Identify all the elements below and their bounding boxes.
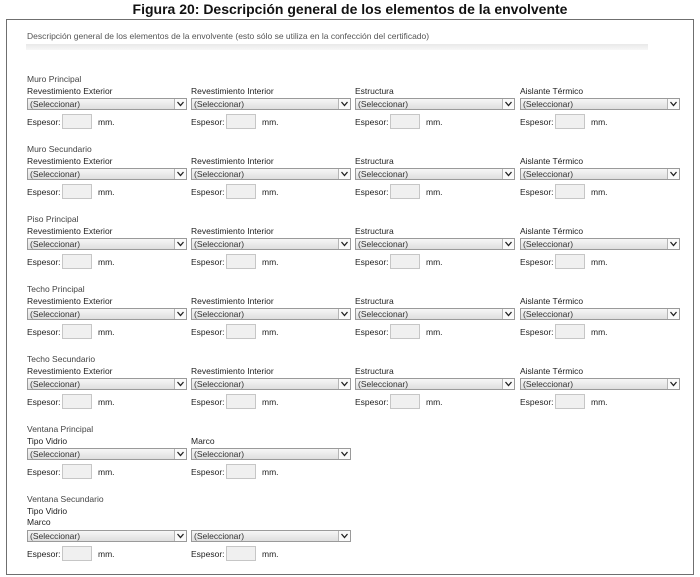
dropdown-arrow-button[interactable] bbox=[502, 379, 514, 389]
dropdown-arrow-button[interactable] bbox=[174, 531, 186, 541]
dropdown-value: (Seleccionar) bbox=[194, 169, 245, 179]
thickness-row bbox=[520, 394, 680, 410]
thickness-row bbox=[520, 324, 680, 340]
thickness-label: Espesor: bbox=[355, 117, 389, 127]
thickness-row bbox=[191, 464, 351, 480]
dropdown-value: (Seleccionar) bbox=[358, 169, 409, 179]
dropdown-value: (Seleccionar) bbox=[30, 379, 81, 389]
dropdown-value: (Seleccionar) bbox=[194, 531, 245, 541]
field-label: Revestimiento Interior bbox=[191, 156, 274, 166]
dropdown-select[interactable] bbox=[191, 168, 351, 180]
field-label: Aislante Térmico bbox=[520, 156, 584, 166]
dropdown-value: (Seleccionar) bbox=[30, 449, 81, 459]
dropdown-arrow-button[interactable] bbox=[174, 169, 186, 179]
chevron-down-icon bbox=[177, 451, 184, 457]
dropdown-select[interactable] bbox=[520, 308, 680, 320]
field-label: Aislante Térmico bbox=[520, 226, 584, 236]
field-label: Revestimiento Exterior bbox=[27, 296, 113, 306]
thickness-input[interactable] bbox=[390, 324, 420, 339]
field-label: Estructura bbox=[355, 366, 394, 376]
field-label: Marco bbox=[191, 436, 215, 446]
unit-label: mm. bbox=[591, 257, 608, 267]
envelope-form bbox=[6, 19, 694, 575]
thickness-input[interactable] bbox=[226, 254, 256, 269]
chevron-down-icon bbox=[505, 381, 512, 387]
section-title: Techo Secundario bbox=[27, 354, 96, 364]
chevron-down-icon bbox=[177, 241, 184, 247]
thickness-label: Espesor: bbox=[355, 257, 389, 267]
field-label: Marco bbox=[27, 517, 51, 527]
field-label: Estructura bbox=[355, 296, 394, 306]
section-techo-secundario bbox=[27, 354, 687, 420]
thickness-input[interactable] bbox=[390, 254, 420, 269]
thickness-label: Espesor: bbox=[355, 187, 389, 197]
thickness-input[interactable] bbox=[226, 114, 256, 129]
thickness-row bbox=[27, 184, 187, 200]
thickness-input[interactable] bbox=[226, 184, 256, 199]
thickness-input[interactable] bbox=[555, 394, 585, 409]
dropdown-arrow-button[interactable] bbox=[338, 379, 350, 389]
field-label: Revestimiento Interior bbox=[191, 296, 274, 306]
field-label: Aislante Térmico bbox=[520, 366, 584, 376]
chevron-down-icon bbox=[341, 101, 348, 107]
field-label: Revestimiento Interior bbox=[191, 86, 274, 96]
field-label: Estructura bbox=[355, 156, 394, 166]
chevron-down-icon bbox=[177, 533, 184, 539]
thickness-label: Espesor: bbox=[520, 327, 554, 337]
thickness-row bbox=[191, 254, 351, 270]
dropdown-select[interactable] bbox=[355, 98, 515, 110]
dropdown-value: (Seleccionar) bbox=[358, 379, 409, 389]
section-techo-principal bbox=[27, 284, 687, 350]
dropdown-arrow-button[interactable] bbox=[338, 309, 350, 319]
dropdown-arrow-button[interactable] bbox=[667, 379, 679, 389]
field-label: Revestimiento Interior bbox=[191, 366, 274, 376]
dropdown-arrow-button[interactable] bbox=[667, 309, 679, 319]
dropdown-arrow-button[interactable] bbox=[667, 99, 679, 109]
section-muro-principal bbox=[27, 74, 687, 140]
unit-label: mm. bbox=[591, 397, 608, 407]
thickness-input[interactable] bbox=[390, 114, 420, 129]
dropdown-select[interactable] bbox=[27, 238, 187, 250]
dropdown-arrow-button[interactable] bbox=[174, 239, 186, 249]
section-title: Ventana Secundario bbox=[27, 494, 104, 504]
dropdown-arrow-button[interactable] bbox=[338, 99, 350, 109]
chevron-down-icon bbox=[670, 101, 677, 107]
thickness-row bbox=[191, 394, 351, 410]
dropdown-value: (Seleccionar) bbox=[194, 449, 245, 459]
unit-label: mm. bbox=[98, 327, 115, 337]
dropdown-value: (Seleccionar) bbox=[194, 99, 245, 109]
thickness-row bbox=[520, 184, 680, 200]
thickness-input[interactable] bbox=[62, 464, 92, 479]
dropdown-select[interactable] bbox=[355, 308, 515, 320]
dropdown-value: (Seleccionar) bbox=[194, 309, 245, 319]
thickness-input[interactable] bbox=[555, 324, 585, 339]
dropdown-select[interactable] bbox=[27, 378, 187, 390]
section-ventana-secundario bbox=[27, 494, 687, 560]
field-label: Revestimiento Interior bbox=[191, 226, 274, 236]
field-label: Tipo Vidrio bbox=[27, 506, 68, 516]
thickness-row bbox=[355, 324, 515, 340]
unit-label: mm. bbox=[426, 327, 443, 337]
dropdown-arrow-button[interactable] bbox=[502, 169, 514, 179]
dropdown-value: (Seleccionar) bbox=[30, 531, 81, 541]
thickness-row bbox=[27, 114, 187, 130]
section-title: Ventana Principal bbox=[27, 424, 94, 434]
thickness-row bbox=[355, 184, 515, 200]
thickness-label: Espesor: bbox=[27, 397, 61, 407]
dropdown-select[interactable] bbox=[27, 98, 187, 110]
dropdown-select[interactable] bbox=[27, 168, 187, 180]
thickness-input[interactable] bbox=[62, 254, 92, 269]
section-title: Techo Principal bbox=[27, 284, 85, 294]
unit-label: mm. bbox=[98, 549, 115, 559]
field-label: Aislante Térmico bbox=[520, 296, 584, 306]
field-label: Tipo Vidrio bbox=[27, 436, 68, 446]
field-label: Estructura bbox=[355, 86, 394, 96]
dropdown-value: (Seleccionar) bbox=[30, 239, 81, 249]
field-label: Estructura bbox=[355, 226, 394, 236]
unit-label: mm. bbox=[98, 397, 115, 407]
dropdown-value: (Seleccionar) bbox=[194, 379, 245, 389]
dropdown-arrow-button[interactable] bbox=[502, 239, 514, 249]
thickness-label: Espesor: bbox=[27, 327, 61, 337]
thickness-label: Espesor: bbox=[191, 117, 225, 127]
thickness-row bbox=[191, 184, 351, 200]
thickness-input[interactable] bbox=[62, 394, 92, 409]
section-title: Piso Principal bbox=[27, 214, 79, 224]
field-label: Revestimiento Exterior bbox=[27, 156, 113, 166]
unit-label: mm. bbox=[98, 257, 115, 267]
thickness-input[interactable] bbox=[226, 546, 256, 561]
dropdown-select[interactable] bbox=[27, 530, 187, 542]
dropdown-value: (Seleccionar) bbox=[523, 99, 574, 109]
thickness-input[interactable] bbox=[390, 394, 420, 409]
thickness-label: Espesor: bbox=[27, 257, 61, 267]
thickness-label: Espesor: bbox=[355, 397, 389, 407]
thickness-label: Espesor: bbox=[27, 549, 61, 559]
thickness-input[interactable] bbox=[226, 464, 256, 479]
chevron-down-icon bbox=[670, 241, 677, 247]
thickness-input[interactable] bbox=[62, 546, 92, 561]
dropdown-select[interactable] bbox=[191, 238, 351, 250]
thickness-input[interactable] bbox=[62, 324, 92, 339]
thickness-row bbox=[27, 464, 187, 480]
thickness-label: Espesor: bbox=[191, 549, 225, 559]
unit-label: mm. bbox=[426, 187, 443, 197]
dropdown-select[interactable] bbox=[27, 448, 187, 460]
section-title: Muro Principal bbox=[27, 74, 82, 84]
thickness-input[interactable] bbox=[62, 114, 92, 129]
intro-divider bbox=[26, 44, 648, 50]
chevron-down-icon bbox=[177, 101, 184, 107]
unit-label: mm. bbox=[426, 117, 443, 127]
dropdown-select[interactable] bbox=[355, 378, 515, 390]
dropdown-select[interactable] bbox=[191, 308, 351, 320]
thickness-label: Espesor: bbox=[191, 467, 225, 477]
dropdown-select[interactable] bbox=[520, 98, 680, 110]
dropdown-arrow-button[interactable] bbox=[502, 309, 514, 319]
dropdown-select[interactable] bbox=[355, 168, 515, 180]
thickness-label: Espesor: bbox=[520, 187, 554, 197]
thickness-label: Espesor: bbox=[27, 467, 61, 477]
section-title: Muro Secundario bbox=[27, 144, 92, 154]
dropdown-arrow-button[interactable] bbox=[338, 449, 350, 459]
chevron-down-icon bbox=[341, 451, 348, 457]
dropdown-select[interactable] bbox=[520, 238, 680, 250]
thickness-row bbox=[27, 546, 187, 562]
unit-label: mm. bbox=[426, 257, 443, 267]
field-label: Aislante Térmico bbox=[520, 86, 584, 96]
unit-label: mm. bbox=[591, 327, 608, 337]
chevron-down-icon bbox=[177, 311, 184, 317]
unit-label: mm. bbox=[262, 187, 279, 197]
dropdown-select[interactable] bbox=[191, 448, 351, 460]
dropdown-arrow-button[interactable] bbox=[174, 99, 186, 109]
thickness-label: Espesor: bbox=[355, 327, 389, 337]
dropdown-arrow-button[interactable] bbox=[174, 309, 186, 319]
dropdown-select[interactable] bbox=[191, 98, 351, 110]
unit-label: mm. bbox=[426, 397, 443, 407]
unit-label: mm. bbox=[262, 467, 279, 477]
thickness-input[interactable] bbox=[226, 394, 256, 409]
dropdown-value: (Seleccionar) bbox=[30, 99, 81, 109]
dropdown-value: (Seleccionar) bbox=[194, 239, 245, 249]
thickness-input[interactable] bbox=[62, 184, 92, 199]
dropdown-select[interactable] bbox=[520, 168, 680, 180]
dropdown-arrow-button[interactable] bbox=[338, 531, 350, 541]
field-label: Revestimiento Exterior bbox=[27, 226, 113, 236]
dropdown-value: (Seleccionar) bbox=[523, 379, 574, 389]
dropdown-select[interactable] bbox=[191, 378, 351, 390]
unit-label: mm. bbox=[262, 549, 279, 559]
chevron-down-icon bbox=[341, 171, 348, 177]
unit-label: mm. bbox=[262, 397, 279, 407]
dropdown-value: (Seleccionar) bbox=[523, 239, 574, 249]
dropdown-arrow-button[interactable] bbox=[667, 169, 679, 179]
form-intro: Descripción general de los elementos de la envolvente (esto sólo se utiliza en la confección del certificado) bbox=[27, 31, 430, 41]
thickness-label: Espesor: bbox=[191, 327, 225, 337]
thickness-row bbox=[27, 254, 187, 270]
dropdown-select[interactable] bbox=[191, 530, 351, 542]
dropdown-select[interactable] bbox=[355, 238, 515, 250]
unit-label: mm. bbox=[591, 117, 608, 127]
chevron-down-icon bbox=[177, 381, 184, 387]
unit-label: mm. bbox=[591, 187, 608, 197]
thickness-input[interactable] bbox=[555, 114, 585, 129]
thickness-row bbox=[27, 394, 187, 410]
chevron-down-icon bbox=[670, 311, 677, 317]
thickness-input[interactable] bbox=[555, 184, 585, 199]
chevron-down-icon bbox=[505, 241, 512, 247]
unit-label: mm. bbox=[98, 187, 115, 197]
section-muro-secundario bbox=[27, 144, 687, 210]
thickness-row bbox=[27, 324, 187, 340]
thickness-row bbox=[191, 546, 351, 562]
thickness-row bbox=[355, 114, 515, 130]
thickness-label: Espesor: bbox=[191, 257, 225, 267]
chevron-down-icon bbox=[177, 171, 184, 177]
figure-caption: Figura 20: Descripción general de los elementos de la envolvente bbox=[132, 1, 568, 17]
thickness-label: Espesor: bbox=[27, 117, 61, 127]
section-piso-principal bbox=[27, 214, 687, 280]
chevron-down-icon bbox=[341, 311, 348, 317]
dropdown-select[interactable] bbox=[27, 308, 187, 320]
dropdown-arrow-button[interactable] bbox=[174, 379, 186, 389]
chevron-down-icon bbox=[505, 311, 512, 317]
dropdown-value: (Seleccionar) bbox=[358, 99, 409, 109]
chevron-down-icon bbox=[341, 381, 348, 387]
thickness-row bbox=[520, 254, 680, 270]
field-label: Revestimiento Exterior bbox=[27, 86, 113, 96]
dropdown-arrow-button[interactable] bbox=[174, 449, 186, 459]
thickness-label: Espesor: bbox=[520, 397, 554, 407]
unit-label: mm. bbox=[262, 257, 279, 267]
thickness-row bbox=[191, 324, 351, 340]
dropdown-select[interactable] bbox=[520, 378, 680, 390]
dropdown-value: (Seleccionar) bbox=[358, 309, 409, 319]
section-ventana-principal bbox=[27, 424, 687, 490]
unit-label: mm. bbox=[262, 327, 279, 337]
field-label: Revestimiento Exterior bbox=[27, 366, 113, 376]
unit-label: mm. bbox=[262, 117, 279, 127]
thickness-row bbox=[355, 394, 515, 410]
dropdown-arrow-button[interactable] bbox=[338, 239, 350, 249]
chevron-down-icon bbox=[341, 241, 348, 247]
dropdown-value: (Seleccionar) bbox=[523, 309, 574, 319]
dropdown-value: (Seleccionar) bbox=[523, 169, 574, 179]
dropdown-value: (Seleccionar) bbox=[358, 239, 409, 249]
dropdown-value: (Seleccionar) bbox=[30, 169, 81, 179]
chevron-down-icon bbox=[670, 171, 677, 177]
thickness-label: Espesor: bbox=[27, 187, 61, 197]
thickness-row bbox=[191, 114, 351, 130]
thickness-input[interactable] bbox=[555, 254, 585, 269]
unit-label: mm. bbox=[98, 467, 115, 477]
thickness-label: Espesor: bbox=[191, 187, 225, 197]
dropdown-arrow-button[interactable] bbox=[502, 99, 514, 109]
chevron-down-icon bbox=[505, 171, 512, 177]
unit-label: mm. bbox=[98, 117, 115, 127]
thickness-label: Espesor: bbox=[191, 397, 225, 407]
thickness-input[interactable] bbox=[390, 184, 420, 199]
thickness-label: Espesor: bbox=[520, 257, 554, 267]
chevron-down-icon bbox=[341, 533, 348, 539]
dropdown-value: (Seleccionar) bbox=[30, 309, 81, 319]
thickness-input[interactable] bbox=[226, 324, 256, 339]
thickness-label: Espesor: bbox=[520, 117, 554, 127]
dropdown-arrow-button[interactable] bbox=[667, 239, 679, 249]
thickness-row bbox=[355, 254, 515, 270]
thickness-row bbox=[520, 114, 680, 130]
chevron-down-icon bbox=[670, 381, 677, 387]
dropdown-arrow-button[interactable] bbox=[338, 169, 350, 179]
chevron-down-icon bbox=[505, 101, 512, 107]
